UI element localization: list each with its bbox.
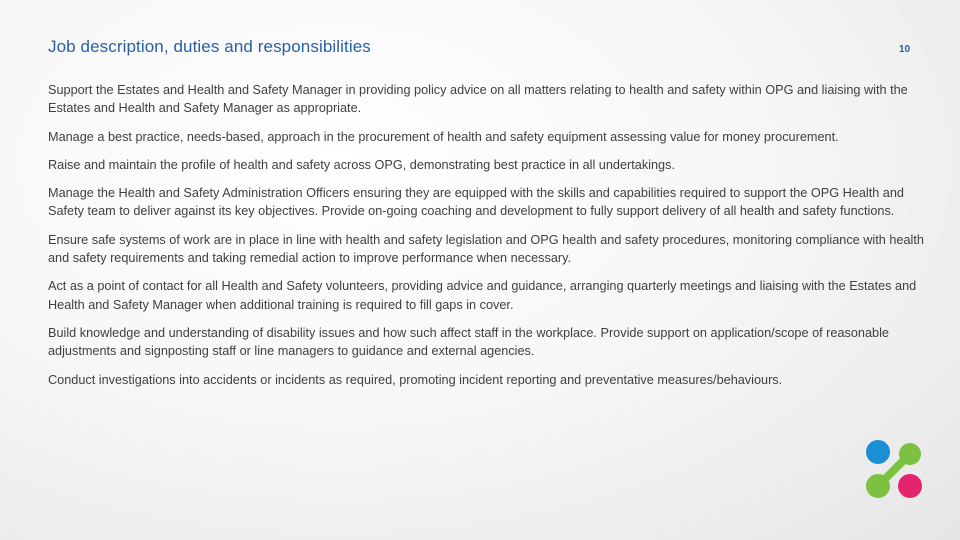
- opg-dots-logo-icon: [864, 438, 926, 502]
- paragraph: Conduct investigations into accidents or incidents as required, promoting incident reporting and preventative measures/behaviours.: [48, 372, 783, 387]
- paragraph: Ensure safe systems of work are in place in line with health and safety legislation and OPG health and safety procedures, monitoring compliance with health and safety requirements and taking remedial action to improve performance when necessary.: [48, 232, 924, 266]
- logo-dot-green-top: [899, 443, 921, 465]
- paragraph: Build knowledge and understanding of disability issues and how such affect staff in the workplace. Provide support on application/scope of reasonable adjustments and signposting staff or line managers to guidance and external agencies.: [48, 325, 889, 359]
- logo-dot-pink: [898, 474, 922, 498]
- paragraph: Manage the Health and Safety Administration Officers ensuring they are equipped with the skills and capabilities required to support the OPG Health and Safety team to deliver against its key objectives. Provide on-going coaching and development to fully support delivery of all health and safety functions.: [48, 186, 904, 219]
- paragraph: Support the Estates and Health and Safety Manager in providing policy advice on all matters relating to health and safety within OPG and liaising with the Estates and Health and Safety Manager as appropriate.: [48, 83, 908, 116]
- body-text: [48, 81, 938, 399]
- paragraph: Manage a best practice, needs-based, approach in the procurement of health and safety equipment assessing value for money procurement.: [48, 129, 839, 144]
- paragraph: Act as a point of contact for all Health and Safety volunteers, providing advice and guidance, arranging quarterly meetings and liaising with the Estates and Health and Safety Manager when additional training is required to fill gaps in cover.: [48, 279, 917, 312]
- logo-dot-blue: [866, 440, 890, 464]
- page-number: 10: [899, 44, 911, 55]
- logo-dot-green-bottom: [866, 474, 890, 498]
- page-title: Job description, duties and responsibilities: [48, 37, 371, 56]
- paragraph: Raise and maintain the profile of health and safety across OPG, demonstrating best practice in all undertakings.: [48, 157, 675, 172]
